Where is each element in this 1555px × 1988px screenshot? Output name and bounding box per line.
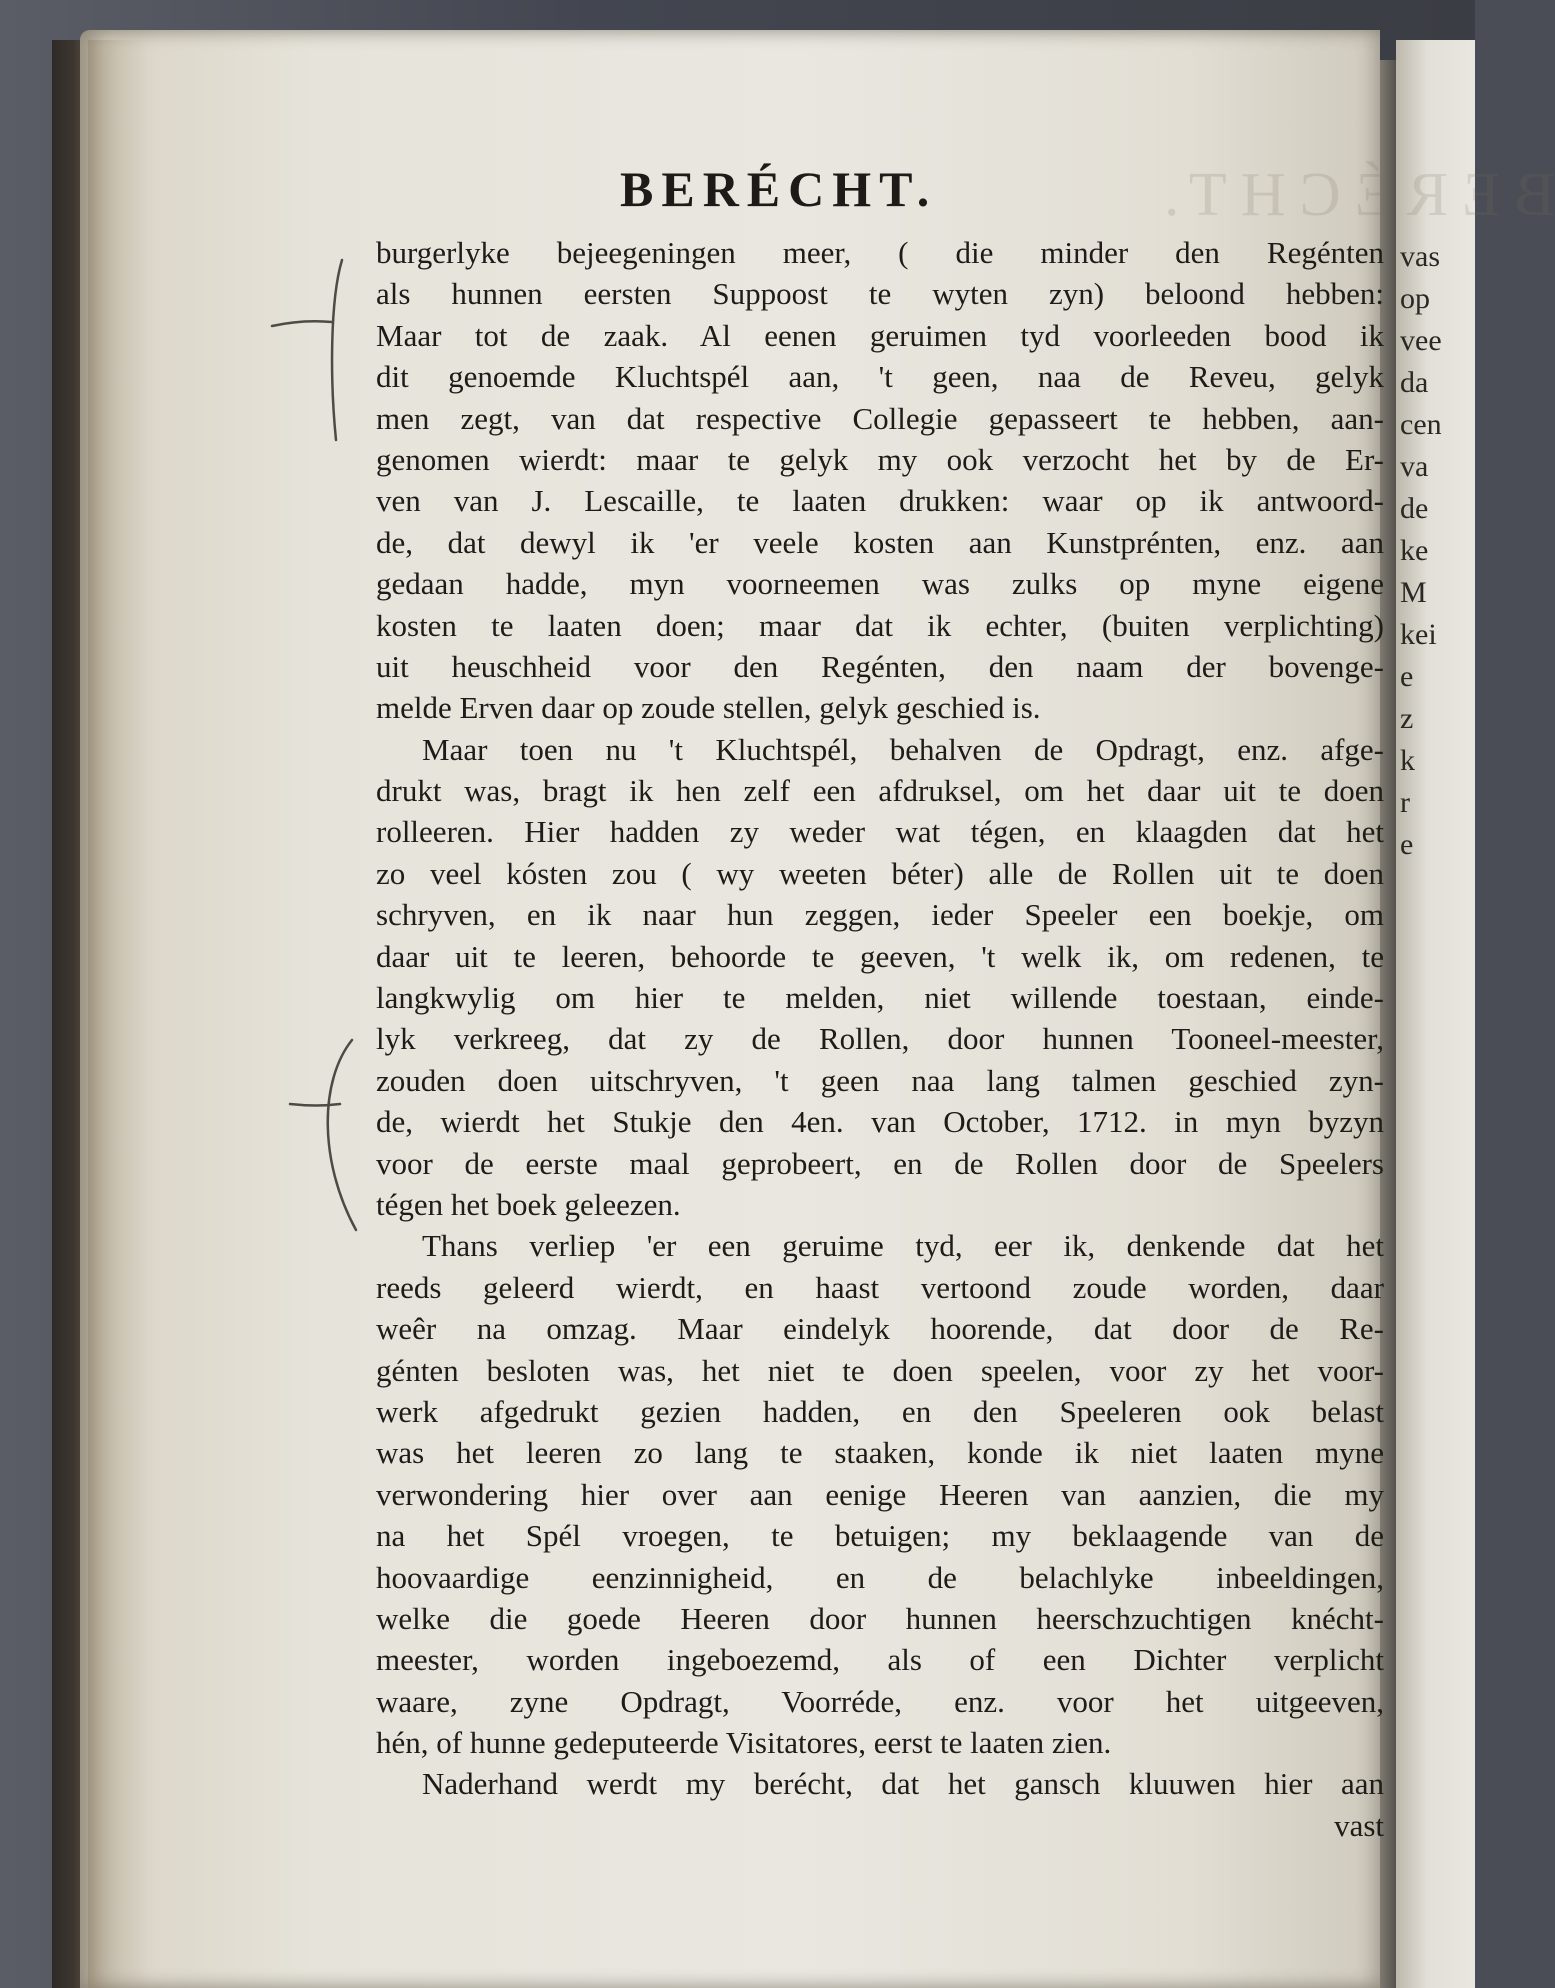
facing-page-fragment: r (1400, 786, 1410, 819)
catchword: vast (1334, 1807, 1384, 1843)
facing-page-fragment: z (1400, 702, 1414, 735)
text-line: als hunnen eersten Suppoost te wyten zyn) beloond hebben: (376, 276, 1384, 312)
text-line: zo veel kósten zou ( wy weeten béter) alle de Rollen uit te doen (376, 855, 1384, 891)
text-line: was het leeren zo lang te staaken, konde ik niet laaten myne (376, 1435, 1384, 1471)
text-line: genomen wierdt: maar te gelyk my ook verzocht het by de Er- (376, 441, 1384, 477)
text-line: burgerlyke bejeegeningen meer, ( die minder den Regénten (376, 235, 1384, 270)
pencil-bracket-top (272, 260, 342, 440)
text-line: daar uit te leeren, behoorde te geeven, 't welk ik, om redenen, te (376, 938, 1384, 974)
text-line: kosten te laaten doen; maar dat ik echter, (buiten verplichting) (376, 607, 1384, 643)
body-text (376, 232, 1384, 1846)
facing-page-fragment: cen (1400, 408, 1442, 441)
pencil-bracket-bottom (290, 1040, 356, 1230)
text-line: tégen het boek geleezen. (376, 1186, 681, 1222)
text-line: meester, worden ingeboezemd, als of een Dichter verplicht (376, 1642, 1384, 1678)
facing-page (1396, 40, 1475, 1988)
text-line: de, wierdt het Stukje den 4en. van October, 1712. in myn byzyn (376, 1104, 1384, 1140)
text-line: men zegt, van dat respective Collegie gepasseert te hebben, aan- (376, 400, 1384, 436)
text-line: hoovaardige eenzinnigheid, en de belachlyke inbeeldingen, (376, 1559, 1384, 1595)
bleed-through-heading: BERÉCHT. (1150, 161, 1555, 229)
facing-page-fragment: ke (1400, 534, 1429, 567)
text-line: verwondering hier over aan eenige Heeren van aanzien, die my (376, 1476, 1384, 1512)
text-line: hén, of hunne gedeputeerde Visitatores, eerst te laaten zien. (376, 1725, 1112, 1761)
text-line: voor de eerste maal geprobeert, en de Rollen door de Speelers (376, 1145, 1384, 1181)
text-line: werk afgedrukt gezien hadden, en den Speeleren ook belast (376, 1393, 1384, 1429)
text-line: welke die goede Heeren door hunnen heerschzuchtigen knécht- (376, 1600, 1384, 1636)
text-line: schryven, en ik naar hun zeggen, ieder Speeler een boekje, om (376, 897, 1384, 933)
text-line: reeds geleerd wierdt, en haast vertoond zoude worden, daar (376, 1269, 1384, 1305)
facing-page-fragment: M (1400, 576, 1427, 609)
facing-page-fragment: e (1400, 660, 1414, 693)
text-line: ven van J. Lescaille, te laaten drukken: waar op ik antwoord- (376, 483, 1384, 519)
facing-page-fragment: da (1400, 366, 1429, 399)
text-line: gedaan hadde, myn voorneemen was zulks op myne eigene (376, 566, 1384, 602)
facing-page-fragment: e (1400, 828, 1414, 861)
facing-page-fragment: vas (1400, 240, 1440, 273)
text-line: Naderhand werdt my berécht, dat het gansch kluuwen hier aan (422, 1766, 1384, 1802)
text-line: de, dat dewyl ik 'er veele kosten aan Kunstprénten, enz. aan (376, 524, 1384, 560)
text-line: Thans verliep 'er een geruime tyd, eer ik, denkende dat het (422, 1228, 1384, 1264)
pencil-margin-marks (260, 240, 370, 1240)
text-line: weêr na omzag. Maar eindelyk hoorende, dat door de Re- (376, 1311, 1384, 1347)
text-line: drukt was, bragt ik hen zelf een afdruksel, om het daar uit te doen (376, 773, 1384, 809)
facing-page-fragment: va (1400, 450, 1429, 483)
facing-page-fragment: kei (1400, 618, 1437, 651)
facing-page-fragment: op (1400, 282, 1430, 315)
page-title: BERÉCHT. (620, 161, 938, 217)
text-line: melde Erven daar op zoude stellen, gelyk geschied is. (376, 690, 1041, 726)
text-line: Maar tot de zaak. Al eenen geruimen tyd voorleeden bood ik (376, 317, 1384, 353)
text-line: uit heuschheid voor den Regénten, den naam der bovenge- (376, 648, 1384, 684)
text-line: génten besloten was, het niet te doen speelen, voor zy het voor- (376, 1352, 1384, 1388)
text-line: na het Spél vroegen, te betuigen; my beklaagende van de (376, 1518, 1384, 1554)
facing-page-fragment: de (1400, 492, 1429, 525)
text-line: waare, zyne Opdragt, Voorréde, enz. voor het uitgeeven, (376, 1683, 1384, 1719)
text-line: Maar toen nu 't Kluchtspél, behalven de Opdragt, enz. afge- (422, 731, 1384, 767)
text-line: rolleeren. Hier hadden zy weder wat tégen, en klaagden dat het (376, 814, 1384, 850)
facing-page-fragment: k (1400, 744, 1415, 777)
text-line: lyk verkreeg, dat zy de Rollen, door hunnen Tooneel-meester, (376, 1021, 1384, 1057)
text-line: dit genoemde Kluchtspél aan, 't geen, naa de Reveu, gelyk (376, 359, 1384, 395)
facing-page-fragment: vee (1400, 324, 1442, 357)
page-edge-stain (88, 40, 148, 1988)
text-line: zouden doen uitschryven, 't geen naa lang talmen geschied zyn- (376, 1062, 1384, 1098)
text-line: langkwylig om hier te melden, niet willende toestaan, einde- (376, 980, 1384, 1016)
